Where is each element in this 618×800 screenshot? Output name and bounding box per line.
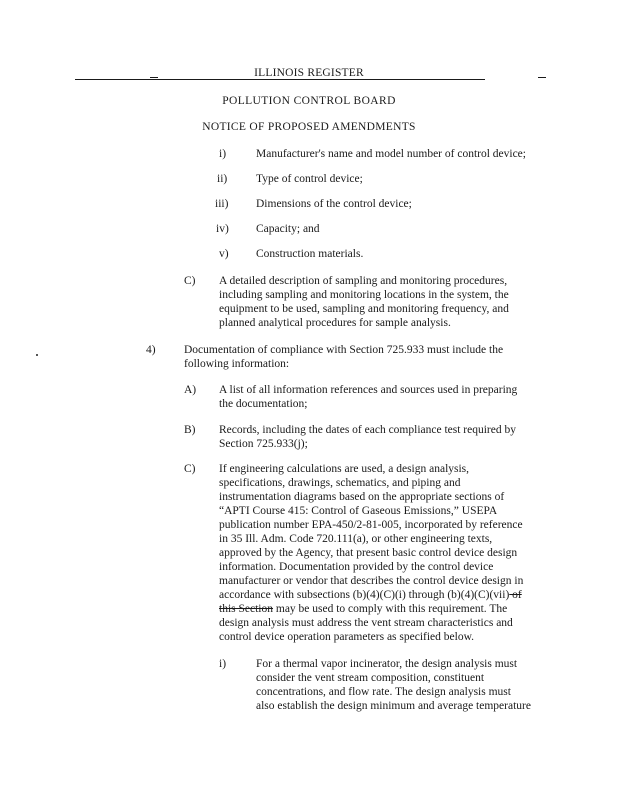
paragraph-line: approved by the Agency, that present basic control device design <box>219 547 518 559</box>
subitem-label: iv) <box>216 223 229 235</box>
subitem-text: Manufacturer's name and model number of control device; <box>256 148 526 160</box>
paragraph-line: Section 725.933(j); <box>219 438 308 450</box>
paragraph-line: including sampling and monitoring locations in the system, the <box>219 289 509 301</box>
item-label: 4) <box>146 344 156 356</box>
item-label: C) <box>184 275 196 287</box>
paragraph-line: manufacturer or vendor that describes the control device design in <box>219 575 524 587</box>
subitem-label: i) <box>219 148 227 160</box>
struck-text: of <box>509 589 522 601</box>
paragraph-line <box>219 588 522 602</box>
paragraph-line: the documentation; <box>219 398 308 410</box>
notice-title: NOTICE OF PROPOSED AMENDMENTS <box>202 121 416 133</box>
board-title: POLLUTION CONTROL BOARD <box>222 95 396 107</box>
paragraph-line: consider the vent stream composition, constituent <box>256 672 485 684</box>
paragraph-line: A detailed description of sampling and monitoring procedures, <box>219 275 508 287</box>
subitem-label: iii) <box>215 198 229 210</box>
subitem-text: Construction materials. <box>256 248 364 260</box>
register-title: ILLINOIS REGISTER <box>254 67 364 79</box>
header-rule-mark <box>538 77 546 78</box>
item-label: C) <box>184 463 196 475</box>
paragraph-line: instrumentation diagrams based on the appropriate sections of <box>219 491 505 503</box>
paragraph-line: Documentation of compliance with Section 725.933 must include the <box>184 344 504 356</box>
paragraph-line: publication number EPA-450/2-81-005, incorporated by reference <box>219 519 523 531</box>
paragraph-line: in 35 Ill. Adm. Code 720.111(a), or other engineering texts, <box>219 533 493 545</box>
paragraph-line: planned analytical procedures for sample analysis. <box>219 317 451 329</box>
paragraph-line: For a thermal vapor incinerator, the design analysis must <box>256 658 518 670</box>
scan-speck <box>36 354 38 356</box>
paragraph-line: control device operation parameters as specified below. <box>219 631 475 643</box>
subitem-label: v) <box>219 248 229 260</box>
line-text: may be used to comply with this requirement. The <box>273 603 508 615</box>
header-rule-mark <box>150 77 158 78</box>
subitem-text: Dimensions of the control device; <box>256 198 412 210</box>
paragraph-line: “APTI Course 415: Control of Gaseous Emissions,” USEPA <box>219 505 498 517</box>
paragraph-line <box>219 602 507 616</box>
paragraph-line: If engineering calculations are used, a design analysis, <box>219 463 470 475</box>
paragraph-line: information. Documentation provided by the control device <box>219 561 494 573</box>
item-label: B) <box>184 424 196 436</box>
paragraph-line: specifications, drawings, schematics, and piping and <box>219 477 461 489</box>
subitem-text: Capacity; and <box>256 223 320 235</box>
paragraph-line: Records, including the dates of each compliance test required by <box>219 424 516 436</box>
paragraph-line: also establish the design minimum and average temperature <box>256 700 531 712</box>
subitem-text: Type of control device; <box>256 173 363 185</box>
struck-text: this Section <box>219 603 273 615</box>
paragraph-line: A list of all information references and sources used in preparing <box>219 384 518 396</box>
paragraph-line: design analysis must address the vent stream characteristics and <box>219 617 513 629</box>
line-text: accordance with subsections (b)(4)(C)(i) through (b)(4)(C)(vii) <box>219 589 510 601</box>
subitem-label: i) <box>219 658 227 670</box>
paragraph-line: concentrations, and flow rate. The design analysis must <box>256 686 511 698</box>
subitem-label: ii) <box>217 173 228 185</box>
item-label: A) <box>184 384 197 396</box>
paragraph-line: equipment to be used, sampling and monitoring frequency, and <box>219 303 509 315</box>
paragraph-line: following information: <box>184 358 290 370</box>
header-rule <box>75 79 485 80</box>
